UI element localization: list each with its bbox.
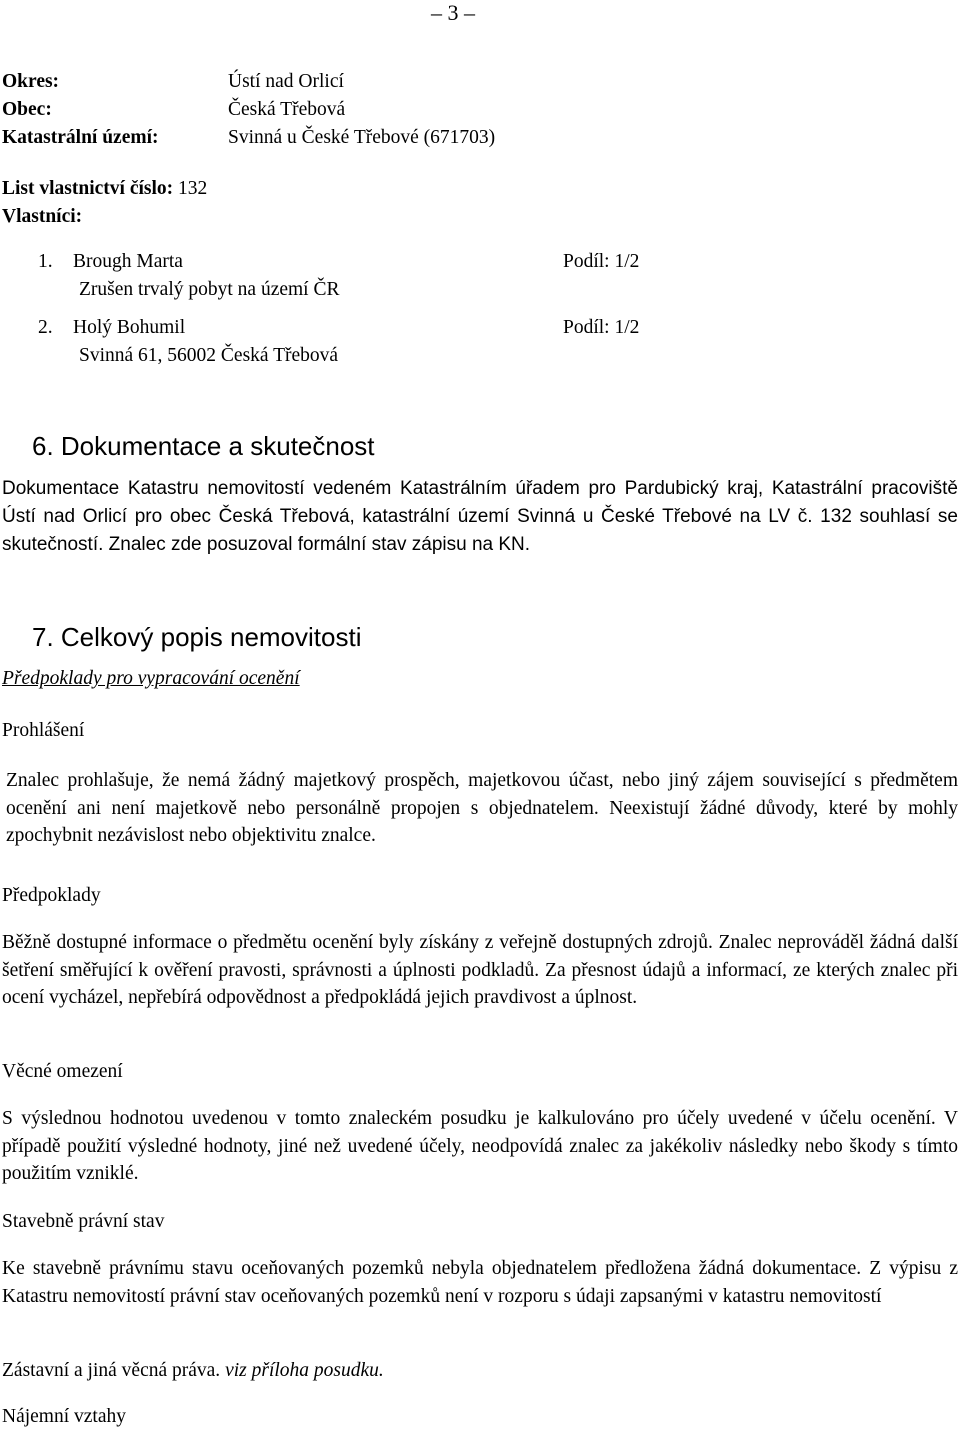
katastr-value: Svinná u České Třebové (671703)	[228, 127, 496, 148]
owner-2-note: Svinná 61, 56002 Česká Třebová	[79, 345, 339, 366]
okres-label: Okres:	[2, 71, 60, 92]
predpoklady-title: Předpoklady	[2, 885, 101, 906]
zastavni-prava-ref: viz příloha posudku.	[225, 1360, 384, 1381]
owner-2-num: 2.	[38, 317, 53, 338]
owner-1-note: Zrušen trvalý pobyt na území ČR	[79, 279, 340, 300]
section-7-subheading: Předpoklady pro vypracování ocenění	[2, 668, 300, 689]
obec-value: Česká Třebová	[228, 99, 346, 120]
section-6-heading: 6. Dokumentace a skutečnost	[32, 431, 375, 461]
owner-2-name: Holý Bohumil	[73, 317, 186, 338]
lv-number: 132	[178, 178, 208, 199]
stavebne-pravni-stav-text: Ke stavebně právnímu stavu oceňovaných pozemků nebyla objednatelem předložena žádná dokumentace. Z výpisu z Katastru nemovitostí právní stav oceňovaných pozemků není v rozporu s údaji zapsanými v katastru nemovitostí	[2, 1258, 958, 1307]
owner-1-name: Brough Marta	[73, 251, 183, 272]
lv-label: List vlastnictví číslo:	[2, 178, 174, 199]
owner-2-share: Podíl: 1/2	[563, 317, 640, 338]
zastavni-prava-label: Zástavní a jiná věcná práva.	[2, 1360, 221, 1381]
katastr-label: Katastrální území:	[2, 127, 159, 148]
section-7-heading: 7. Celkový popis nemovitosti	[32, 622, 362, 652]
najemni-vztahy-title: Nájemní vztahy	[2, 1406, 126, 1427]
owner-1-num: 1.	[38, 251, 53, 272]
owners-label: Vlastníci:	[2, 206, 83, 227]
lv-line	[2, 175, 207, 202]
vecne-omezeni-text: S výslednou hodnotou uvedenou v tomto znaleckém posudku je kalkulováno pro účely uvedené v účelu ocenění. V případě použití výsledné hodnoty, jiné než uvedené účely, neodpovídá znalec za jakékoliv následky nebo škody s tímto použitím vzniklé.	[2, 1108, 958, 1184]
predpoklady-text: Běžně dostupné informace o předmětu ocenění byly získány z veřejně dostupných zdrojů. Znalec neprováděl žádná další šetření směřující k ověření pravosti, správnosti a úplnosti podkladů. Za přesnost údajů a informací, ze kterých znalec při ocení vycházel, nepřebírá odpovědnost a předpokládá jejich pravdivost a úplnost.	[2, 932, 958, 1008]
obec-label: Obec:	[2, 99, 52, 120]
stavebne-pravni-stav-title: Stavebně právní stav	[2, 1211, 165, 1232]
owner-1-share: Podíl: 1/2	[563, 251, 640, 272]
okres-value: Ústí nad Orlicí	[228, 71, 344, 92]
prohlaseni-title: Prohlášení	[2, 720, 85, 741]
prohlaseni-text: Znalec prohlašuje, že nemá žádný majetkový prospěch, majetkovou účast, nebo jiný zájem související s předmětem ocenění ani není majetkově nebo personálně propojen s objednatelem. Neexistují žádné důvody, které by mohly zpochybnit nezávislost nebo objektivitu znalce.	[6, 770, 958, 846]
vecne-omezeni-title: Věcné omezení	[2, 1061, 123, 1082]
page-number: – 3 –	[431, 0, 475, 25]
zastavni-prava-line	[2, 1357, 384, 1384]
section-6-text: Dokumentace Katastru nemovitostí vedeném Katastrálním úřadem pro Pardubický kraj, Katastrální pracoviště Ústí nad Orlicí pro obec Česká Třebová, katastrální území Svinná u České Třebové na LV č. 132 souhlasí se skutečností. Znalec zde posuzoval formální stav zápisu na KN.	[2, 478, 958, 555]
